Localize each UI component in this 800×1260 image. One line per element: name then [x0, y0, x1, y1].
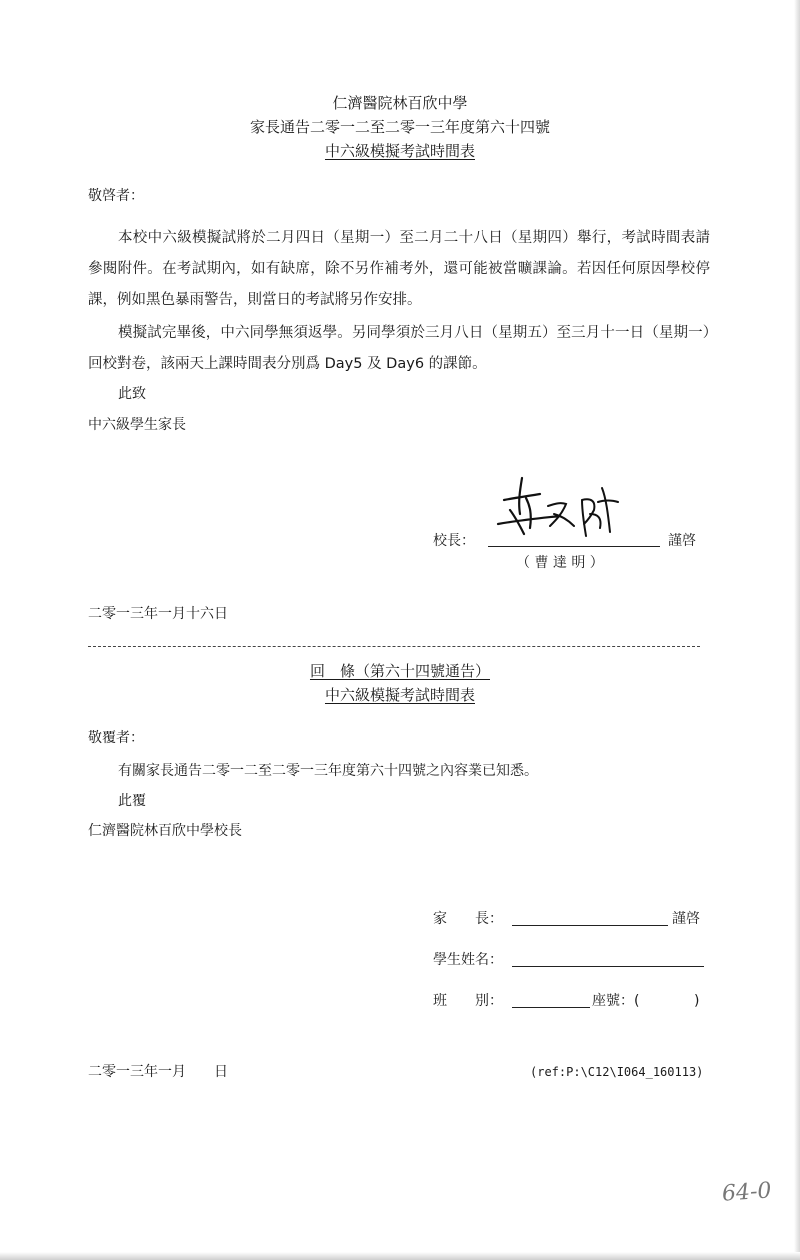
reply-salutation: 敬覆者：	[88, 730, 144, 746]
handwritten-margin-note: 64-0	[721, 1178, 773, 1207]
tear-off-line	[88, 646, 700, 647]
principal-signature	[490, 470, 640, 550]
parent-signature-field[interactable]	[512, 925, 668, 926]
salutation: 敬啓者：	[88, 188, 144, 204]
reply-title: 回 條（第六十四號通告）	[309, 662, 490, 680]
notice-date: 二零一三年一月十六日	[88, 606, 228, 622]
reply-body: 有關家長通告二零一二至二零一三年度第六十四號之內容業已知悉。	[118, 763, 538, 779]
notice-subject: 中六級模擬考試時間表	[324, 142, 475, 160]
closing: 此致	[118, 386, 146, 402]
parent-sign-off: 謹啓	[672, 911, 700, 927]
scan-edge-bottom	[0, 1252, 800, 1260]
student-name-label: 學生姓名：	[433, 952, 503, 968]
principal-label: 校長：	[433, 533, 475, 549]
reply-subject: 中六級模擬考試時間表	[324, 686, 475, 704]
class-label: 班 別：	[433, 993, 503, 1009]
reply-closing: 此覆	[118, 793, 146, 809]
principal-name: （ 曹 達 明 ）	[516, 555, 604, 571]
reply-date: 二零一三年一月 日	[88, 1064, 228, 1080]
principal-sign-off: 謹啓	[668, 533, 696, 549]
reference-code: (ref:P:\C12\I064_160113)	[530, 1065, 704, 1079]
reply-recipient: 仁濟醫院林百欣中學校長	[88, 823, 242, 839]
seat-label: 座號：(	[592, 993, 640, 1009]
paragraph-2: 模擬試完畢後，中六同學無須返學。另同學須於三月八日（星期五）至三月十一日（星期一）回校對卷，該兩天上課時間表分別爲 Day5 及 Day6 的課節。	[88, 325, 710, 372]
class-field[interactable]	[512, 1007, 590, 1008]
recipient: 中六級學生家長	[88, 417, 186, 433]
seat-number-field[interactable]	[648, 991, 688, 1011]
student-name-field[interactable]	[512, 966, 704, 967]
seat-close: )	[694, 993, 700, 1009]
school-name: 仁濟醫院林百欣中學	[332, 94, 468, 112]
paragraph-1: 本校中六級模擬試將於二月四日（星期一）至二月二十八日（星期四）舉行，考試時間表請參閱附件。在考試期內，如有缺席，除不另作補考外，還可能被當曠課論。若因任何原因學校停課，例如黑色暴雨警告，則當日的考試將另作安排。	[88, 230, 710, 308]
parent-label: 家 長：	[433, 911, 503, 927]
scan-edge-right	[794, 0, 800, 1260]
notice-number: 家長通告二零一二至二零一三年度第六十四號	[249, 118, 550, 136]
